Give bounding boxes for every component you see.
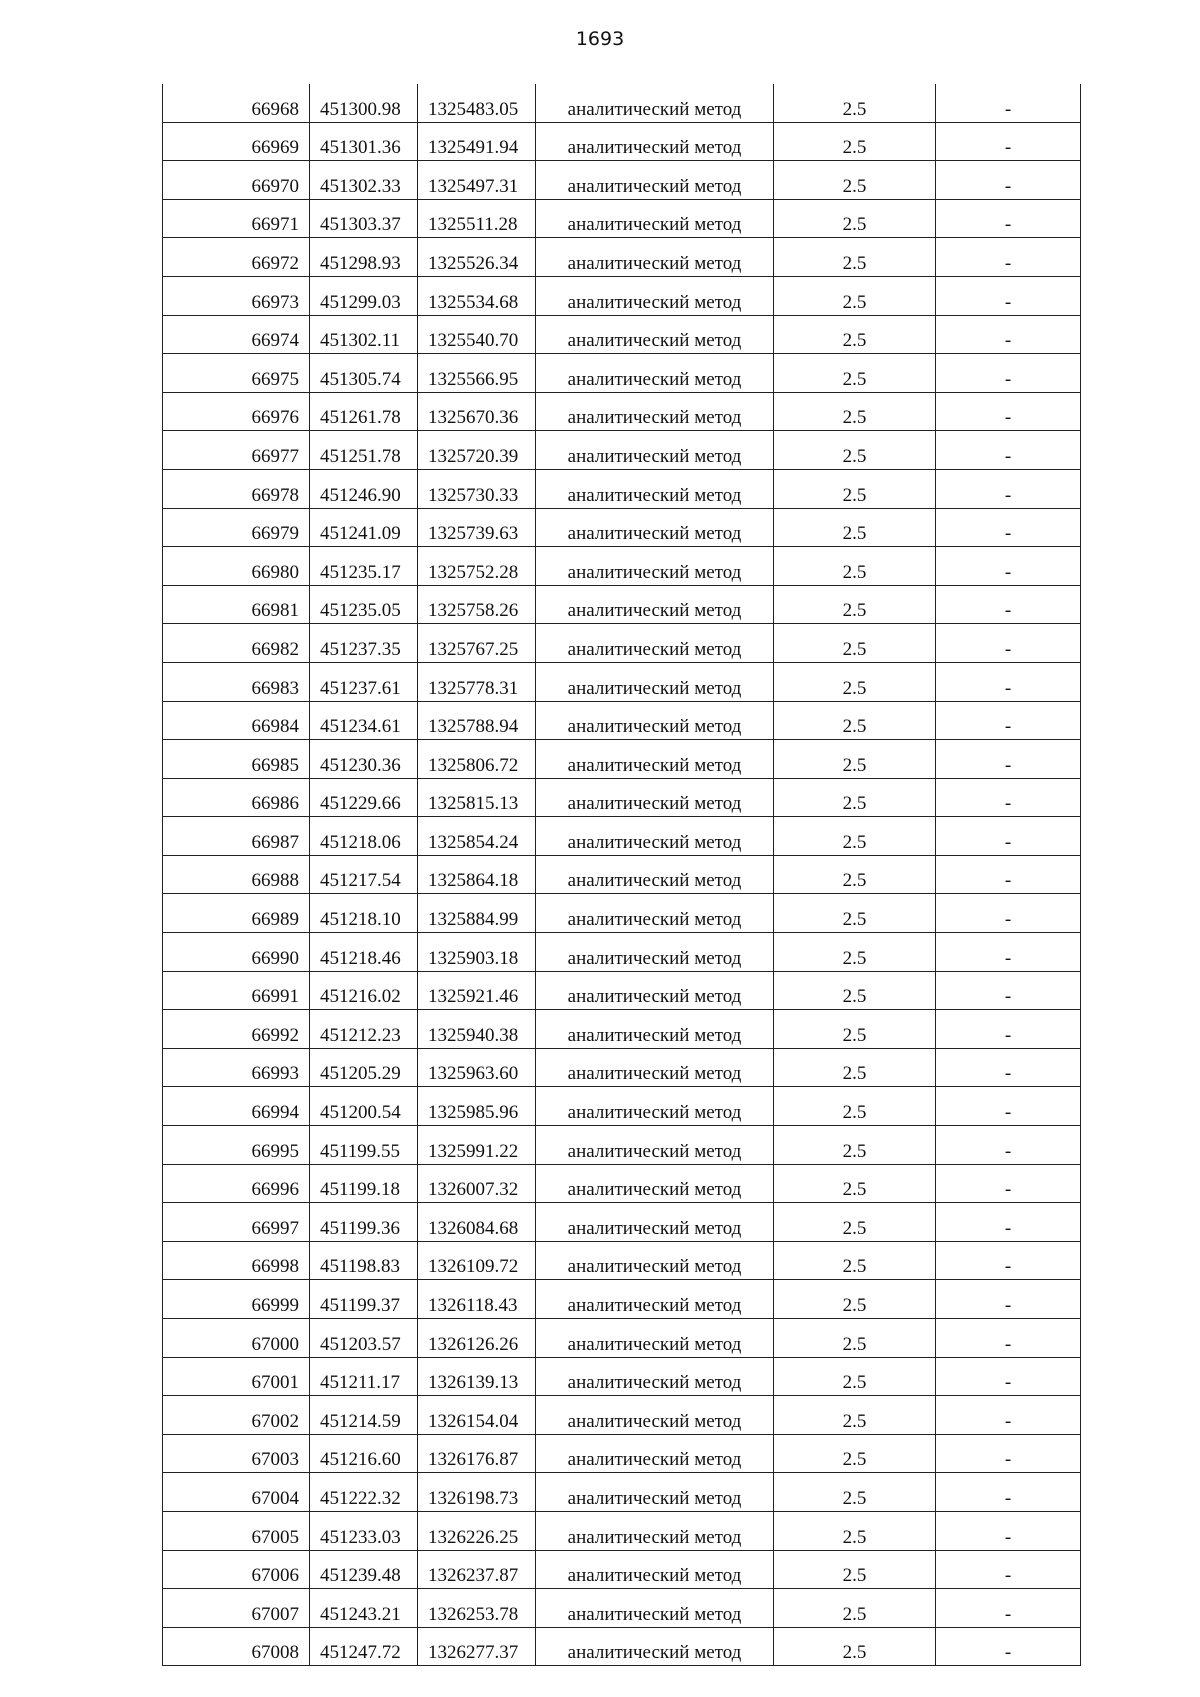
accuracy-cell: 2.5 [774,161,936,200]
accuracy-cell: 2.5 [774,1396,936,1435]
table-row [163,778,1081,817]
accuracy-cell: 2.5 [774,392,936,431]
table-row [163,585,1081,624]
method-cell: аналитический метод [536,1203,774,1242]
accuracy-cell: 2.5 [774,855,936,894]
note-cell: - [936,1550,1081,1589]
point-number-cell: 67001 [163,1357,310,1396]
method-cell: аналитический метод [536,1280,774,1319]
note-cell: - [936,199,1081,238]
table-row [163,354,1081,393]
table-row [163,122,1081,161]
coordinates-table [162,84,1081,1666]
x-coordinate-cell: 451251.78 [310,431,418,470]
x-coordinate-cell: 451218.06 [310,817,418,856]
accuracy-cell: 2.5 [774,1550,936,1589]
method-cell: аналитический метод [536,701,774,740]
note-cell: - [936,1164,1081,1203]
point-number-cell: 67000 [163,1319,310,1358]
point-number-cell: 66977 [163,431,310,470]
y-coordinate-cell: 1326237.87 [418,1550,536,1589]
point-number-cell: 66993 [163,1048,310,1087]
y-coordinate-cell: 1325940.38 [418,1010,536,1049]
y-coordinate-cell: 1326118.43 [418,1280,536,1319]
point-number-cell: 66983 [163,662,310,701]
note-cell: - [936,354,1081,393]
y-coordinate-cell: 1326253.78 [418,1589,536,1628]
note-cell: - [936,469,1081,508]
point-number-cell: 66974 [163,315,310,354]
note-cell: - [936,238,1081,277]
method-cell: аналитический метод [536,276,774,315]
table-row [163,1280,1081,1319]
table-row [163,1511,1081,1550]
method-cell: аналитический метод [536,161,774,200]
point-number-cell: 66970 [163,161,310,200]
accuracy-cell: 2.5 [774,778,936,817]
accuracy-cell: 2.5 [774,354,936,393]
table-row [163,199,1081,238]
method-cell: аналитический метод [536,199,774,238]
note-cell: - [936,701,1081,740]
y-coordinate-cell: 1325511.28 [418,199,536,238]
x-coordinate-cell: 451199.37 [310,1280,418,1319]
accuracy-cell: 2.5 [774,431,936,470]
method-cell: аналитический метод [536,1434,774,1473]
method-cell: аналитический метод [536,855,774,894]
y-coordinate-cell: 1325670.36 [418,392,536,431]
x-coordinate-cell: 451237.61 [310,662,418,701]
accuracy-cell: 2.5 [774,894,936,933]
method-cell: аналитический метод [536,1126,774,1165]
method-cell: аналитический метод [536,1550,774,1589]
note-cell: - [936,1280,1081,1319]
y-coordinate-cell: 1326277.37 [418,1627,536,1666]
table-row [163,1241,1081,1280]
point-number-cell: 66999 [163,1280,310,1319]
point-number-cell: 67008 [163,1627,310,1666]
point-number-cell: 66969 [163,122,310,161]
accuracy-cell: 2.5 [774,1010,936,1049]
table-row [163,701,1081,740]
note-cell: - [936,1048,1081,1087]
point-number-cell: 66989 [163,894,310,933]
table-row [163,817,1081,856]
point-number-cell: 67003 [163,1434,310,1473]
accuracy-cell: 2.5 [774,662,936,701]
note-cell: - [936,1473,1081,1512]
note-cell: - [936,740,1081,779]
method-cell: аналитический метод [536,1241,774,1280]
note-cell: - [936,855,1081,894]
method-cell: аналитический метод [536,1010,774,1049]
table-row [163,238,1081,277]
accuracy-cell: 2.5 [774,1511,936,1550]
method-cell: аналитический метод [536,392,774,431]
method-cell: аналитический метод [536,624,774,663]
y-coordinate-cell: 1326226.25 [418,1511,536,1550]
point-number-cell: 67007 [163,1589,310,1628]
method-cell: аналитический метод [536,778,774,817]
table-row [163,431,1081,470]
note-cell: - [936,624,1081,663]
point-number-cell: 66998 [163,1241,310,1280]
point-number-cell: 67002 [163,1396,310,1435]
y-coordinate-cell: 1325903.18 [418,933,536,972]
note-cell: - [936,1087,1081,1126]
accuracy-cell: 2.5 [774,817,936,856]
y-coordinate-cell: 1325526.34 [418,238,536,277]
accuracy-cell: 2.5 [774,585,936,624]
note-cell: - [936,778,1081,817]
accuracy-cell: 2.5 [774,1627,936,1666]
accuracy-cell: 2.5 [774,1048,936,1087]
x-coordinate-cell: 451216.60 [310,1434,418,1473]
note-cell: - [936,392,1081,431]
note-cell: - [936,817,1081,856]
point-number-cell: 66988 [163,855,310,894]
x-coordinate-cell: 451303.37 [310,199,418,238]
accuracy-cell: 2.5 [774,1126,936,1165]
table-row [163,624,1081,663]
point-number-cell: 66978 [163,469,310,508]
note-cell: - [936,276,1081,315]
y-coordinate-cell: 1325497.31 [418,161,536,200]
accuracy-cell: 2.5 [774,1087,936,1126]
note-cell: - [936,1126,1081,1165]
x-coordinate-cell: 451203.57 [310,1319,418,1358]
note-cell: - [936,1203,1081,1242]
point-number-cell: 67005 [163,1511,310,1550]
method-cell: аналитический метод [536,1164,774,1203]
x-coordinate-cell: 451199.55 [310,1126,418,1165]
point-number-cell: 66979 [163,508,310,547]
table-row [163,469,1081,508]
method-cell: аналитический метод [536,1087,774,1126]
x-coordinate-cell: 451299.03 [310,276,418,315]
y-coordinate-cell: 1326126.26 [418,1319,536,1358]
y-coordinate-cell: 1325758.26 [418,585,536,624]
point-number-cell: 67006 [163,1550,310,1589]
accuracy-cell: 2.5 [774,933,936,972]
accuracy-cell: 2.5 [774,122,936,161]
table-row [163,1203,1081,1242]
method-cell: аналитический метод [536,1357,774,1396]
accuracy-cell: 2.5 [774,1473,936,1512]
y-coordinate-cell: 1326007.32 [418,1164,536,1203]
table-row [163,1396,1081,1435]
x-coordinate-cell: 451229.66 [310,778,418,817]
accuracy-cell: 2.5 [774,469,936,508]
table-row [163,392,1081,431]
method-cell: аналитический метод [536,933,774,972]
note-cell: - [936,933,1081,972]
y-coordinate-cell: 1325752.28 [418,547,536,586]
table-row [163,971,1081,1010]
table-row [163,1010,1081,1049]
note-cell: - [936,1319,1081,1358]
y-coordinate-cell: 1326139.13 [418,1357,536,1396]
point-number-cell: 66975 [163,354,310,393]
point-number-cell: 66987 [163,817,310,856]
x-coordinate-cell: 451302.11 [310,315,418,354]
y-coordinate-cell: 1325815.13 [418,778,536,817]
note-cell: - [936,315,1081,354]
x-coordinate-cell: 451211.17 [310,1357,418,1396]
table-row [163,84,1081,122]
method-cell: аналитический метод [536,1396,774,1435]
table-row [163,161,1081,200]
accuracy-cell: 2.5 [774,315,936,354]
point-number-cell: 66971 [163,199,310,238]
note-cell: - [936,894,1081,933]
x-coordinate-cell: 451199.18 [310,1164,418,1203]
y-coordinate-cell: 1325566.95 [418,354,536,393]
table-row [163,1126,1081,1165]
y-coordinate-cell: 1325720.39 [418,431,536,470]
note-cell: - [936,508,1081,547]
y-coordinate-cell: 1325864.18 [418,855,536,894]
note-cell: - [936,1010,1081,1049]
y-coordinate-cell: 1326154.04 [418,1396,536,1435]
table-row [163,894,1081,933]
accuracy-cell: 2.5 [774,1357,936,1396]
accuracy-cell: 2.5 [774,238,936,277]
y-coordinate-cell: 1325985.96 [418,1087,536,1126]
note-cell: - [936,1589,1081,1628]
x-coordinate-cell: 451300.98 [310,84,418,122]
method-cell: аналитический метод [536,894,774,933]
note-cell: - [936,662,1081,701]
point-number-cell: 66997 [163,1203,310,1242]
accuracy-cell: 2.5 [774,199,936,238]
method-cell: аналитический метод [536,971,774,1010]
method-cell: аналитический метод [536,1048,774,1087]
point-number-cell: 66986 [163,778,310,817]
table-row [163,740,1081,779]
point-number-cell: 66995 [163,1126,310,1165]
note-cell: - [936,585,1081,624]
note-cell: - [936,1434,1081,1473]
method-cell: аналитический метод [536,354,774,393]
method-cell: аналитический метод [536,585,774,624]
point-number-cell: 66985 [163,740,310,779]
x-coordinate-cell: 451261.78 [310,392,418,431]
method-cell: аналитический метод [536,431,774,470]
accuracy-cell: 2.5 [774,1434,936,1473]
y-coordinate-cell: 1325730.33 [418,469,536,508]
table-row [163,1319,1081,1358]
note-cell: - [936,431,1081,470]
accuracy-cell: 2.5 [774,276,936,315]
y-coordinate-cell: 1325778.31 [418,662,536,701]
accuracy-cell: 2.5 [774,971,936,1010]
y-coordinate-cell: 1325991.22 [418,1126,536,1165]
y-coordinate-cell: 1326084.68 [418,1203,536,1242]
table-row [163,1357,1081,1396]
point-number-cell: 66981 [163,585,310,624]
table-row [163,1164,1081,1203]
table-row [163,276,1081,315]
y-coordinate-cell: 1325921.46 [418,971,536,1010]
method-cell: аналитический метод [536,1473,774,1512]
point-number-cell: 66991 [163,971,310,1010]
point-number-cell: 66976 [163,392,310,431]
table-row [163,547,1081,586]
x-coordinate-cell: 451301.36 [310,122,418,161]
x-coordinate-cell: 451214.59 [310,1396,418,1435]
x-coordinate-cell: 451246.90 [310,469,418,508]
x-coordinate-cell: 451212.23 [310,1010,418,1049]
note-cell: - [936,84,1081,122]
y-coordinate-cell: 1325540.70 [418,315,536,354]
note-cell: - [936,971,1081,1010]
table-body [163,84,1081,1666]
x-coordinate-cell: 451233.03 [310,1511,418,1550]
method-cell: аналитический метод [536,84,774,122]
method-cell: аналитический метод [536,1319,774,1358]
x-coordinate-cell: 451305.74 [310,354,418,393]
x-coordinate-cell: 451198.83 [310,1241,418,1280]
accuracy-cell: 2.5 [774,1203,936,1242]
x-coordinate-cell: 451235.17 [310,547,418,586]
accuracy-cell: 2.5 [774,1164,936,1203]
table-row [163,1434,1081,1473]
x-coordinate-cell: 451239.48 [310,1550,418,1589]
table-row [163,315,1081,354]
point-number-cell: 66982 [163,624,310,663]
x-coordinate-cell: 451205.29 [310,1048,418,1087]
note-cell: - [936,1241,1081,1280]
point-number-cell: 66972 [163,238,310,277]
table-row [163,1048,1081,1087]
note-cell: - [936,122,1081,161]
x-coordinate-cell: 451218.46 [310,933,418,972]
accuracy-cell: 2.5 [774,1319,936,1358]
table-row [163,662,1081,701]
point-number-cell: 66992 [163,1010,310,1049]
accuracy-cell: 2.5 [774,740,936,779]
table-row [163,1627,1081,1666]
note-cell: - [936,1396,1081,1435]
note-cell: - [936,1627,1081,1666]
x-coordinate-cell: 451302.33 [310,161,418,200]
point-number-cell: 66994 [163,1087,310,1126]
point-number-cell: 66968 [163,84,310,122]
point-number-cell: 66973 [163,276,310,315]
accuracy-cell: 2.5 [774,701,936,740]
x-coordinate-cell: 451199.36 [310,1203,418,1242]
method-cell: аналитический метод [536,469,774,508]
y-coordinate-cell: 1325806.72 [418,740,536,779]
note-cell: - [936,1357,1081,1396]
table-row [163,1473,1081,1512]
table-row [163,1087,1081,1126]
x-coordinate-cell: 451222.32 [310,1473,418,1512]
method-cell: аналитический метод [536,508,774,547]
method-cell: аналитический метод [536,238,774,277]
accuracy-cell: 2.5 [774,547,936,586]
x-coordinate-cell: 451298.93 [310,238,418,277]
y-coordinate-cell: 1325767.25 [418,624,536,663]
x-coordinate-cell: 451235.05 [310,585,418,624]
accuracy-cell: 2.5 [774,1589,936,1628]
point-number-cell: 66996 [163,1164,310,1203]
y-coordinate-cell: 1325491.94 [418,122,536,161]
y-coordinate-cell: 1325534.68 [418,276,536,315]
accuracy-cell: 2.5 [774,1280,936,1319]
x-coordinate-cell: 451217.54 [310,855,418,894]
page-number: 1693 [575,28,625,50]
point-number-cell: 67004 [163,1473,310,1512]
y-coordinate-cell: 1325739.63 [418,508,536,547]
point-number-cell: 66990 [163,933,310,972]
y-coordinate-cell: 1325854.24 [418,817,536,856]
table-row [163,1589,1081,1628]
note-cell: - [936,161,1081,200]
y-coordinate-cell: 1325788.94 [418,701,536,740]
method-cell: аналитический метод [536,1627,774,1666]
method-cell: аналитический метод [536,740,774,779]
x-coordinate-cell: 451200.54 [310,1087,418,1126]
x-coordinate-cell: 451243.21 [310,1589,418,1628]
x-coordinate-cell: 451237.35 [310,624,418,663]
y-coordinate-cell: 1326176.87 [418,1434,536,1473]
point-number-cell: 66984 [163,701,310,740]
x-coordinate-cell: 451230.36 [310,740,418,779]
note-cell: - [936,547,1081,586]
point-number-cell: 66980 [163,547,310,586]
method-cell: аналитический метод [536,1589,774,1628]
accuracy-cell: 2.5 [774,508,936,547]
method-cell: аналитический метод [536,662,774,701]
x-coordinate-cell: 451247.72 [310,1627,418,1666]
x-coordinate-cell: 451241.09 [310,508,418,547]
method-cell: аналитический метод [536,122,774,161]
y-coordinate-cell: 1325483.05 [418,84,536,122]
table-row [163,508,1081,547]
table-row [163,855,1081,894]
y-coordinate-cell: 1326198.73 [418,1473,536,1512]
method-cell: аналитический метод [536,315,774,354]
table-row [163,1550,1081,1589]
y-coordinate-cell: 1325963.60 [418,1048,536,1087]
y-coordinate-cell: 1325884.99 [418,894,536,933]
x-coordinate-cell: 451218.10 [310,894,418,933]
y-coordinate-cell: 1326109.72 [418,1241,536,1280]
accuracy-cell: 2.5 [774,1241,936,1280]
note-cell: - [936,1511,1081,1550]
x-coordinate-cell: 451216.02 [310,971,418,1010]
accuracy-cell: 2.5 [774,624,936,663]
x-coordinate-cell: 451234.61 [310,701,418,740]
method-cell: аналитический метод [536,547,774,586]
accuracy-cell: 2.5 [774,84,936,122]
table-row [163,933,1081,972]
method-cell: аналитический метод [536,1511,774,1550]
method-cell: аналитический метод [536,817,774,856]
